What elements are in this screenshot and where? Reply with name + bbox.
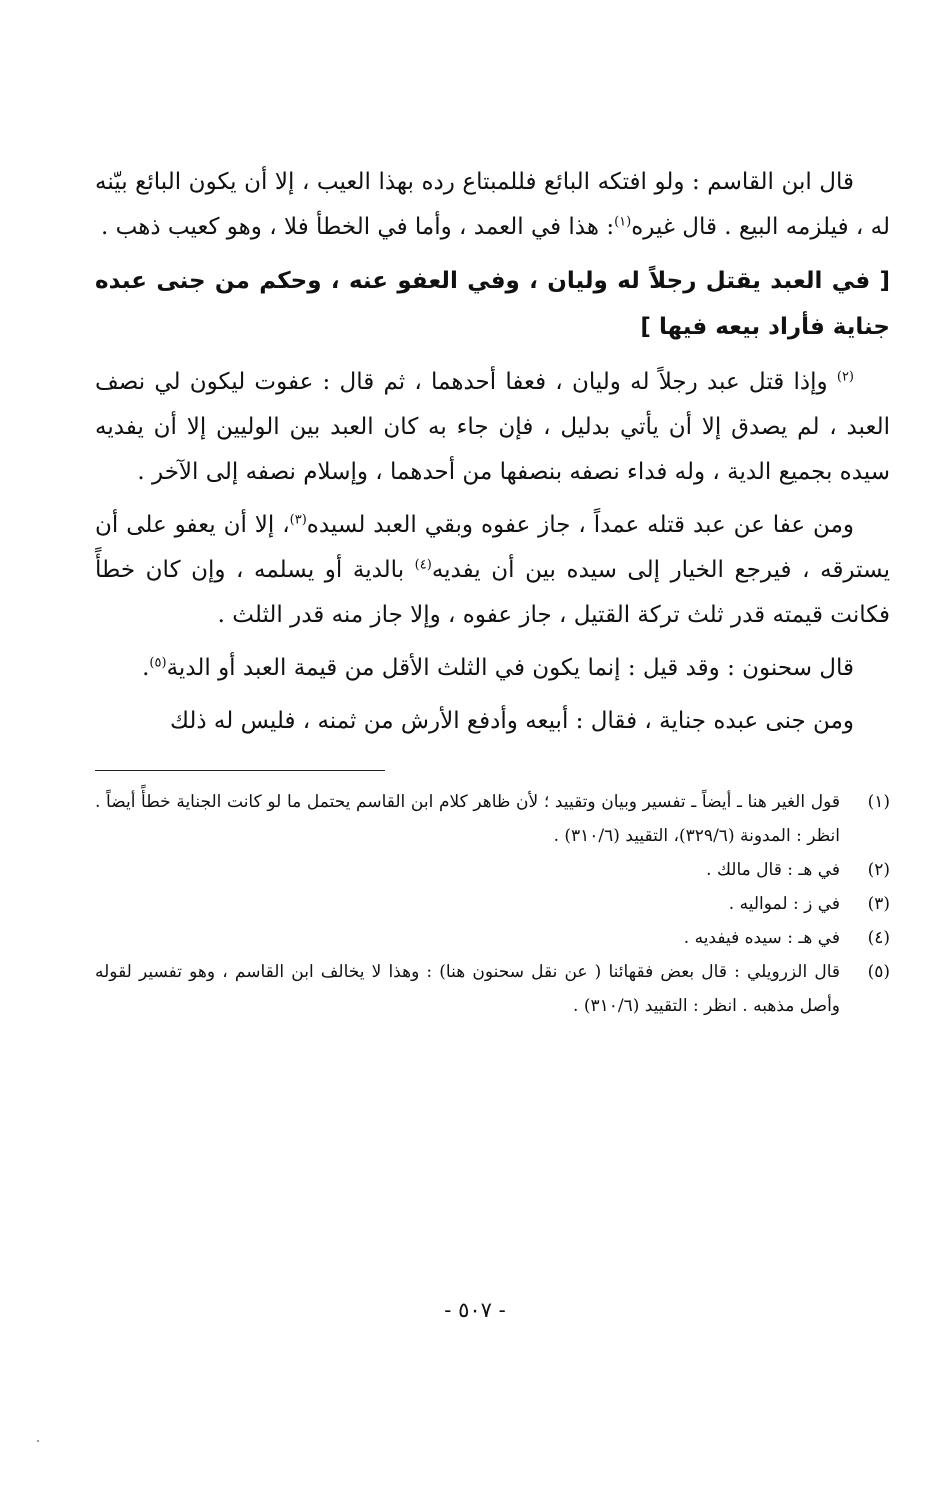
footnote-3 <box>95 887 890 921</box>
footnote-ref-5[interactable]: (٥) <box>149 655 167 671</box>
paragraph-pardon <box>95 503 890 638</box>
scan-speck <box>37 1440 39 1442</box>
paragraph-ibn-al-qasim <box>95 160 890 250</box>
paragraph-text: . <box>142 655 150 681</box>
paragraph-sale-offense <box>95 699 890 744</box>
paragraph-text: : هذا في العمد ، وأما في الخطأ فلا ، وهو كعيب ذهب . <box>101 214 615 240</box>
paragraph-slave-two-heirs <box>95 360 890 495</box>
footnote-text: في هـ : سيده فيفديه . <box>683 928 840 948</box>
footnote-text: في ز : لمواليه . <box>728 894 840 914</box>
page-number: - ٥٠٧ - <box>444 1298 506 1322</box>
footnote-text: قال الزرويلي : قال بعض فقهائنا ( عن نقل سحنون هنا) : وهذا لا يخالف ابن القاسم ، وهو تفسير لقوله وأصل مذهبه . انظر : التقييد (٣١٠/٦) . <box>95 962 840 1016</box>
footnote-1 <box>95 785 890 853</box>
footnote-ref-1[interactable]: (١) <box>614 214 632 230</box>
footnotes <box>95 785 890 1023</box>
paragraph-text: قال سحنون : وقد قيل : إنما يكون في الثلث الأقل من قيمة العبد أو الدية <box>166 655 854 681</box>
footnote-number: (٤) <box>867 928 890 948</box>
footnote-number: (٥) <box>867 962 890 982</box>
page-body <box>95 160 890 1023</box>
paragraph-text: ، إلا أن يعفو على أن يسترقه ، فيرجع الخيار إلى سيده بين أن يفديه <box>95 512 890 583</box>
footnote-5 <box>95 955 890 1023</box>
footnote-ref-3[interactable]: (٣) <box>289 512 307 528</box>
paragraph-text: ومن جنى عبده جناية ، فقال : أبيعه وأدفع الأرش من ثمنه ، فليس له ذلك <box>169 708 854 734</box>
paragraph-text: قال ابن القاسم : ولو افتكه البائع فللمبتاع رده بهذا العيب ، إلا أن يكون البائع بيّنه له ، فيلزمه البيع . قال غيره <box>95 169 890 240</box>
footnote-text: في هـ : قال مالك . <box>706 860 840 880</box>
paragraph-text: وإذا قتل عبد رجلاً له وليان ، فعفا أحدهما ، ثم قال : عفوت ليكون لي نصف العبد ، لم يصدق إلا أن يأتي بدليل ، فإن جاء به كان العبد بين الوليين إلا أن يفديه سيده بجميع الدية ، وله فداء نصفه بنصفها من أحدهما ، وإسلام نصفه إلى الآخر . <box>95 369 890 485</box>
footnote-2 <box>95 853 890 887</box>
footnote-number: (١) <box>867 792 890 812</box>
footnote-number: (٢) <box>867 860 890 880</box>
footnote-ref-2[interactable]: (٢) <box>836 369 854 385</box>
paragraph-sahnun <box>95 646 890 691</box>
footnote-divider <box>95 770 385 771</box>
footnote-number: (٣) <box>867 894 890 914</box>
footnote-text: قول الغير هنا ـ أيضاً ـ تفسير وبيان وتقييد ؛ لأن ظاهر كلام ابن القاسم يحتمل ما لو كانت الجناية خطأً أيضاً . انظر : المدونة (٣٢٩/٦)، التقييد (٣١٠/٦) . <box>95 792 840 846</box>
paragraph-text: ومن عفا عن عبد قتله عمداً ، جاز عفوه وبقي العبد لسيده <box>306 512 854 538</box>
footnote-ref-4[interactable]: (٤) <box>414 557 432 573</box>
section-heading: [ في العبد يقتل رجلاً له وليان ، وفي العفو عنه ، وحكم من جنى عبده جناية فأراد بيعه فيها ] <box>95 268 890 340</box>
footnote-4 <box>95 921 890 955</box>
paragraph-text: بالدية أو يسلمه ، وإن كان خطأً فكانت قيمته قدر ثلث تركة القتيل ، جاز عفوه ، وإلا جاز منه قدر الثلث . <box>95 557 890 628</box>
